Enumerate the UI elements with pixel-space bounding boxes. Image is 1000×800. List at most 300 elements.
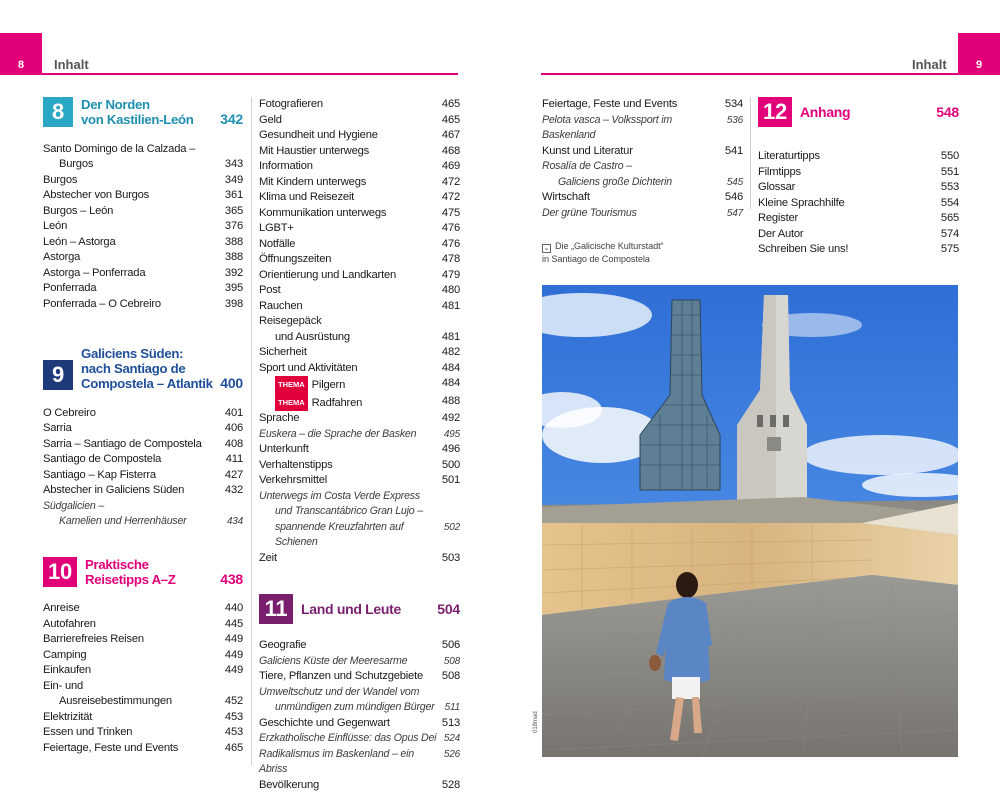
toc-entry[interactable] bbox=[259, 700, 460, 716]
toc-list-ch10 bbox=[43, 601, 243, 756]
toc-entry-page: 469 bbox=[441, 160, 460, 172]
toc-entry[interactable] bbox=[259, 551, 460, 567]
chevron-down-icon: ⌄ bbox=[543, 245, 550, 252]
toc-entry-title bbox=[43, 281, 225, 297]
toc-entry-page: 472 bbox=[441, 191, 460, 203]
toc-entry-title bbox=[43, 452, 226, 468]
toc-entry[interactable] bbox=[43, 499, 243, 515]
toc-entry-page: 506 bbox=[441, 639, 460, 651]
toc-entry-text: Unterkunft bbox=[259, 443, 309, 455]
toc-entry-title bbox=[259, 427, 444, 443]
toc-entry-title bbox=[259, 685, 460, 701]
toc-list-ch9 bbox=[43, 406, 243, 530]
toc-entry[interactable] bbox=[259, 442, 460, 458]
toc-entry[interactable] bbox=[43, 250, 243, 266]
toc-entry-title bbox=[43, 297, 225, 313]
toc-entry-title bbox=[43, 514, 227, 530]
toc-entry-page: 553 bbox=[940, 181, 959, 193]
page-number-left-text: 8 bbox=[17, 59, 25, 71]
toc-entry[interactable] bbox=[758, 165, 959, 181]
running-head-left: Inhalt bbox=[54, 57, 89, 72]
toc-entry-title bbox=[758, 196, 941, 212]
toc-entry-page: 534 bbox=[724, 98, 743, 110]
toc-entry-text: Kamelien und Herrenhäuser bbox=[59, 515, 187, 527]
toc-entry-text: Verhaltenstipps bbox=[259, 458, 333, 471]
toc-entry[interactable] bbox=[43, 188, 243, 204]
toc-entry[interactable] bbox=[259, 206, 460, 222]
toc-entry-text: Autofahren bbox=[43, 617, 96, 630]
chapter-title-line: Reisetipps A–Z bbox=[85, 571, 176, 587]
toc-entry-page: 526 bbox=[443, 748, 460, 760]
toc-entry-page: 484 bbox=[441, 377, 460, 389]
toc-entry[interactable] bbox=[542, 190, 743, 206]
toc-entry-text: Wirtschaft bbox=[542, 191, 590, 203]
toc-entry-title bbox=[542, 97, 725, 113]
toc-entry[interactable] bbox=[758, 211, 959, 227]
toc-entry-text: Geografie bbox=[259, 639, 307, 651]
chapter-title-line: Anhang bbox=[800, 104, 851, 120]
toc-entry[interactable] bbox=[43, 741, 243, 757]
toc-entry-page: 492 bbox=[441, 412, 460, 424]
toc-entry-page: 524 bbox=[443, 733, 460, 744]
toc-entry-page: 445 bbox=[224, 617, 243, 630]
toc-entry-text: Kunst und Literatur bbox=[542, 144, 633, 157]
toc-entry-title bbox=[259, 113, 442, 129]
toc-entry-title bbox=[259, 144, 442, 160]
toc-entry[interactable] bbox=[259, 144, 460, 160]
toc-entry-page: 565 bbox=[940, 212, 959, 224]
toc-entry-text: Santo Domingo de la Calzada – bbox=[43, 142, 196, 155]
toc-entry-title bbox=[542, 144, 725, 160]
toc-entry[interactable] bbox=[259, 654, 460, 670]
toc-entry-title bbox=[43, 266, 225, 282]
toc-entry-title bbox=[43, 499, 243, 515]
toc-entry[interactable] bbox=[259, 159, 460, 175]
toc-entry-text: Santiago de Compostela bbox=[43, 453, 162, 465]
toc-entry-text: Zeit bbox=[259, 551, 277, 564]
toc-entry[interactable] bbox=[43, 142, 243, 158]
toc-entry[interactable] bbox=[259, 489, 460, 505]
chapter-page: 504 bbox=[437, 601, 460, 617]
toc-entry-page: 401 bbox=[224, 406, 243, 419]
toc-entry[interactable] bbox=[542, 113, 743, 144]
toc-entry-text: Literaturtipps bbox=[758, 150, 820, 162]
photo-caption bbox=[542, 240, 742, 266]
running-head-right: Inhalt bbox=[912, 57, 947, 72]
toc-entry[interactable] bbox=[259, 330, 460, 346]
toc-list-ch11 bbox=[259, 638, 460, 793]
toc-entry-text: O Cebreiro bbox=[43, 406, 96, 419]
toc-entry-page: 432 bbox=[224, 484, 243, 496]
toc-entry-page: 484 bbox=[441, 361, 460, 374]
toc-entry-page: 481 bbox=[441, 299, 460, 312]
toc-entry-page: 475 bbox=[441, 206, 460, 219]
toc-entry-text: unmündigen zum mündigen Bürger bbox=[275, 701, 435, 713]
toc-entry[interactable] bbox=[43, 468, 243, 484]
toc-entry-text: Der grüne Tourismus bbox=[542, 206, 637, 219]
toc-entry-page: 343 bbox=[224, 158, 243, 170]
toc-entry-text: Radikalismus im Baskenland – ein Abriss bbox=[259, 747, 414, 775]
toc-entry[interactable] bbox=[259, 268, 460, 284]
toc-entry-text: Feiertage, Feste und Events bbox=[43, 741, 179, 754]
toc-entry-text: Ein- und bbox=[43, 679, 84, 692]
toc-entry-title bbox=[43, 468, 225, 484]
toc-entry-text: León – Astorga bbox=[43, 235, 116, 248]
toc-column-2 bbox=[259, 97, 460, 793]
toc-entry[interactable] bbox=[259, 361, 460, 377]
toc-entry-title bbox=[259, 376, 442, 394]
toc-entry[interactable] bbox=[259, 175, 460, 191]
toc-entry-text: und Ausrüstung bbox=[275, 330, 350, 343]
toc-entry[interactable] bbox=[43, 421, 243, 437]
toc-entry-title bbox=[43, 406, 225, 422]
toc-entry-text: Burgos bbox=[43, 173, 78, 186]
toc-entry[interactable] bbox=[43, 235, 243, 251]
toc-entry[interactable] bbox=[542, 97, 743, 113]
toc-entry[interactable] bbox=[43, 694, 243, 710]
toc-entry-text: Santiago – Kap Fisterra bbox=[43, 468, 156, 481]
toc-entry-text: Essen und Trinken bbox=[43, 726, 133, 738]
toc-entry-text: Abstecher in Galiciens Süden bbox=[43, 484, 185, 496]
toc-entry-title bbox=[259, 345, 442, 361]
toc-entry[interactable] bbox=[259, 237, 460, 253]
toc-entry[interactable] bbox=[259, 638, 460, 654]
toc-entry-title bbox=[259, 473, 442, 489]
chapter-title-line: Compostela – Atlantik bbox=[81, 376, 213, 391]
toc-entry-title bbox=[259, 299, 442, 315]
toc-entry[interactable] bbox=[43, 725, 243, 741]
toc-entry-title bbox=[43, 632, 225, 648]
photo-credit: 018mad bbox=[533, 711, 539, 733]
toc-entry-title bbox=[758, 180, 941, 196]
chapter-page: 548 bbox=[936, 104, 959, 120]
toc-entry-text: Information bbox=[259, 160, 313, 172]
toc-list-ch8 bbox=[43, 142, 243, 313]
toc-entry[interactable] bbox=[758, 227, 959, 243]
toc-entry-title bbox=[259, 252, 442, 268]
chapter-11-heading[interactable] bbox=[259, 594, 460, 624]
toc-entry[interactable] bbox=[259, 669, 460, 685]
toc-entry[interactable] bbox=[43, 514, 243, 530]
toc-entry-title bbox=[542, 159, 743, 175]
toc-column-1 bbox=[43, 97, 243, 756]
toc-entry-page: 545 bbox=[726, 176, 743, 188]
chapter-page: 342 bbox=[220, 111, 243, 127]
toc-entry-page: 496 bbox=[441, 443, 460, 455]
toc-entry-text: Verkehrsmittel bbox=[259, 474, 328, 486]
toc-entry[interactable] bbox=[43, 663, 243, 679]
toc-entry-text: Post bbox=[259, 284, 281, 296]
toc-entry-text: Abstecher von Burgos bbox=[43, 189, 150, 201]
toc-entry-title bbox=[259, 175, 442, 191]
toc-entry-title bbox=[259, 638, 442, 654]
toc-entry[interactable] bbox=[43, 173, 243, 189]
toc-entry[interactable] bbox=[259, 427, 460, 443]
toc-entry-title bbox=[259, 394, 442, 412]
toc-entry-title bbox=[259, 551, 442, 567]
toc-entry-text: Notfälle bbox=[259, 237, 296, 250]
toc-entry-title bbox=[259, 716, 442, 732]
toc-entry-text: Einkaufen bbox=[43, 664, 91, 676]
toc-entry-text: Register bbox=[758, 212, 799, 224]
toc-entry-page: 465 bbox=[224, 741, 243, 754]
toc-list-ch12 bbox=[758, 149, 959, 258]
toc-entry[interactable] bbox=[542, 175, 743, 191]
chapter-number-badge: 8 bbox=[43, 97, 73, 127]
toc-entry-title bbox=[43, 437, 225, 453]
toc-entry[interactable] bbox=[43, 710, 243, 726]
toc-entry-text: Sport und Aktivitäten bbox=[259, 361, 358, 374]
toc-entry-title bbox=[43, 710, 225, 726]
chapter-8-heading[interactable] bbox=[43, 97, 243, 128]
chapter-title-line: Praktische bbox=[85, 556, 149, 572]
toc-entry-title bbox=[43, 617, 225, 633]
toc-entry-page: 411 bbox=[225, 453, 243, 465]
toc-entry[interactable] bbox=[43, 219, 243, 235]
thema-badge: THEMA bbox=[275, 394, 308, 412]
toc-entry[interactable] bbox=[259, 685, 460, 701]
toc-entry-page: 434 bbox=[226, 516, 243, 527]
toc-entry[interactable] bbox=[43, 617, 243, 633]
toc-entry-text: Bevölkerung bbox=[259, 778, 319, 791]
caption-line bbox=[542, 240, 742, 253]
toc-entry[interactable] bbox=[259, 190, 460, 206]
chapter-9-heading[interactable] bbox=[43, 346, 243, 392]
toc-entry-text: Glossar bbox=[758, 181, 796, 193]
toc-entry-page: 452 bbox=[224, 695, 243, 707]
caption-text: Die „Galicische Kulturstadt“ bbox=[555, 241, 664, 251]
toc-entry[interactable] bbox=[259, 283, 460, 299]
toc-entry-title bbox=[43, 421, 225, 437]
toc-entry[interactable] bbox=[758, 149, 959, 165]
toc-entry-text: Südgalicien – bbox=[43, 499, 105, 512]
toc-entry-page: 365 bbox=[224, 204, 243, 217]
toc-entry[interactable] bbox=[43, 452, 243, 468]
thema-badge: THEMA bbox=[275, 376, 308, 394]
toc-entry-title bbox=[758, 165, 941, 181]
toc-entry-title bbox=[542, 206, 727, 222]
column-divider bbox=[750, 97, 751, 209]
toc-entry[interactable] bbox=[259, 221, 460, 237]
toc-entry-title bbox=[259, 489, 460, 505]
toc-entry-text: Orientierung und Landkarten bbox=[259, 268, 397, 281]
toc-entry-title bbox=[43, 483, 225, 499]
toc-column-3 bbox=[542, 97, 743, 221]
toc-entry-title bbox=[259, 520, 444, 551]
header-rule-left bbox=[42, 73, 458, 75]
toc-entry[interactable] bbox=[259, 314, 460, 330]
chapter-title-line: von Kastilien-León bbox=[81, 112, 194, 127]
toc-entry-page: 500 bbox=[441, 458, 460, 471]
toc-entry-page: 449 bbox=[224, 633, 243, 645]
chapter-title-line: Land und Leute bbox=[301, 601, 402, 617]
toc-entry-title bbox=[259, 159, 442, 175]
toc-entry[interactable] bbox=[43, 483, 243, 499]
toc-entry-page: 449 bbox=[224, 664, 243, 676]
toc-entry-text: Sicherheit bbox=[259, 346, 307, 358]
toc-entry-text: Öffnungszeiten bbox=[259, 253, 332, 265]
toc-entry[interactable] bbox=[259, 128, 460, 144]
toc-entry-title bbox=[758, 211, 941, 227]
toc-entry-text: Rosalía de Castro – bbox=[542, 160, 632, 172]
toc-entry-text: Burgos – León bbox=[43, 204, 114, 217]
toc-entry-page: 528 bbox=[441, 778, 460, 791]
toc-entry[interactable] bbox=[43, 648, 243, 664]
toc-entry[interactable] bbox=[259, 473, 460, 489]
toc-entry-page: 349 bbox=[224, 173, 243, 186]
column-divider bbox=[251, 97, 252, 765]
toc-entry-page: 574 bbox=[940, 227, 959, 240]
toc-entry[interactable] bbox=[542, 206, 743, 222]
toc-entry[interactable] bbox=[259, 376, 460, 394]
toc-entry[interactable] bbox=[43, 157, 243, 173]
toc-entry-text: Reisegepäck bbox=[259, 315, 322, 327]
toc-entry-title bbox=[259, 206, 442, 222]
chapter-number-badge: 12 bbox=[758, 97, 792, 127]
toc-entry[interactable] bbox=[259, 252, 460, 268]
toc-entry[interactable] bbox=[542, 159, 743, 175]
toc-entry-text: Pilgern bbox=[311, 379, 346, 391]
toc-entry-title bbox=[259, 97, 442, 113]
toc-entry-title bbox=[43, 142, 243, 158]
toc-entry-page: 376 bbox=[224, 220, 243, 232]
toc-entry[interactable] bbox=[43, 601, 243, 617]
chapter-title bbox=[293, 594, 437, 617]
toc-entry-title bbox=[43, 648, 225, 664]
toc-entry[interactable] bbox=[758, 242, 959, 258]
chapter-number-badge: 11 bbox=[259, 594, 293, 624]
toc-entry[interactable] bbox=[259, 394, 460, 412]
toc-entry[interactable] bbox=[542, 144, 743, 160]
toc-entry-text: Barrierefreies Reisen bbox=[43, 633, 144, 645]
toc-entry[interactable] bbox=[259, 113, 460, 129]
chapter-12-heading[interactable] bbox=[758, 97, 959, 127]
toc-entry-page: 476 bbox=[441, 237, 460, 250]
toc-entry-title bbox=[758, 242, 941, 258]
toc-entry-text: León bbox=[43, 220, 68, 232]
toc-entry-page: 408 bbox=[224, 437, 243, 450]
toc-entry-page: 488 bbox=[441, 394, 460, 407]
toc-entry[interactable] bbox=[758, 196, 959, 212]
toc-entry[interactable] bbox=[43, 679, 243, 695]
toc-entry-page: 453 bbox=[224, 726, 243, 738]
toc-entry[interactable] bbox=[259, 458, 460, 474]
toc-entry[interactable] bbox=[259, 778, 460, 794]
toc-entry-page: 472 bbox=[441, 175, 460, 188]
toc-entry-title bbox=[259, 237, 442, 253]
toc-entry-title bbox=[259, 128, 442, 144]
toc-entry-text: Der Autor bbox=[758, 227, 804, 240]
toc-entry[interactable] bbox=[259, 345, 460, 361]
toc-entry[interactable] bbox=[758, 180, 959, 196]
toc-entry-title bbox=[43, 204, 225, 220]
toc-entry-text: Schreiben Sie uns! bbox=[758, 243, 849, 255]
toc-entry[interactable] bbox=[43, 437, 243, 453]
toc-entry-title bbox=[542, 113, 727, 144]
toc-entry-page: 495 bbox=[443, 428, 460, 440]
toc-entry-title bbox=[43, 235, 225, 251]
toc-entry-title bbox=[43, 725, 225, 741]
toc-entry-text: Ponferrada – O Cebreiro bbox=[43, 297, 161, 310]
chapter-title-line: nach Santiago de bbox=[81, 361, 186, 376]
toc-entry[interactable] bbox=[43, 281, 243, 297]
toc-entry-text: Geschichte und Gegenwart bbox=[259, 716, 390, 729]
toc-entry-page: 550 bbox=[940, 150, 959, 162]
toc-entry-text: Umweltschutz und der Wandel vom bbox=[259, 685, 420, 698]
toc-entry-page: 547 bbox=[726, 207, 743, 219]
toc-entry-page: 440 bbox=[224, 602, 243, 614]
toc-entry-text: Fotografieren bbox=[259, 98, 323, 110]
toc-entry[interactable] bbox=[43, 632, 243, 648]
toc-entry-text: Camping bbox=[43, 648, 87, 661]
toc-entry-text: spannende Kreuzfahrten auf Schienen bbox=[275, 520, 404, 548]
toc-entry-title bbox=[259, 190, 442, 206]
toc-entry-text: Ausreisebestimmungen bbox=[59, 695, 172, 707]
chapter-10-heading[interactable] bbox=[43, 557, 243, 588]
toc-entry-title bbox=[43, 157, 225, 173]
toc-entry-page: 476 bbox=[441, 222, 460, 234]
toc-entry-page: 546 bbox=[724, 191, 743, 203]
toc-entry-text: Gesundheit und Hygiene bbox=[259, 129, 378, 141]
toc-entry-title bbox=[758, 227, 941, 243]
toc-entry-page: 395 bbox=[224, 282, 243, 294]
toc-entry-page: 449 bbox=[224, 648, 243, 661]
toc-entry-title bbox=[43, 601, 225, 617]
chapter-title-line: Galiciens Süden: bbox=[81, 346, 184, 361]
toc-entry[interactable] bbox=[43, 266, 243, 282]
toc-entry-title bbox=[43, 173, 225, 189]
toc-entry-text: Kommunikation unterwegs bbox=[259, 206, 387, 219]
toc-entry-text: Astorga bbox=[43, 251, 81, 263]
chapter-title bbox=[77, 557, 220, 587]
caption-text: in Santiago de Compostela bbox=[542, 254, 650, 264]
toc-entry[interactable] bbox=[259, 747, 460, 778]
toc-entry[interactable] bbox=[259, 731, 460, 747]
toc-entry-page: 501 bbox=[441, 474, 460, 486]
toc-entry-text: Mit Kindern unterwegs bbox=[259, 175, 367, 188]
header-rule-right bbox=[541, 73, 958, 75]
toc-entry-title bbox=[259, 669, 442, 685]
toc-entry[interactable] bbox=[259, 504, 460, 520]
toc-entry-title bbox=[259, 700, 445, 716]
toc-entry[interactable] bbox=[259, 716, 460, 732]
toc-entry[interactable] bbox=[43, 406, 243, 422]
toc-entry-text: Galiciens Küste der Meeresarme bbox=[259, 654, 408, 667]
toc-entry[interactable] bbox=[259, 411, 460, 427]
toc-entry[interactable] bbox=[43, 297, 243, 313]
chapter-title-line: Der Norden bbox=[81, 97, 150, 112]
chapter-title bbox=[792, 97, 936, 120]
toc-entry-page: 388 bbox=[224, 251, 243, 263]
toc-entry[interactable] bbox=[43, 204, 243, 220]
toc-entry-page: 478 bbox=[441, 253, 460, 265]
toc-entry[interactable] bbox=[259, 97, 460, 113]
toc-entry-page: 508 bbox=[441, 670, 460, 682]
toc-entry-page: 554 bbox=[940, 196, 959, 209]
toc-entry[interactable] bbox=[259, 520, 460, 551]
toc-entry[interactable] bbox=[259, 299, 460, 315]
toc-entry-page: 468 bbox=[441, 144, 460, 157]
toc-entry-page: 508 bbox=[443, 655, 460, 667]
toc-entry-page: 398 bbox=[224, 297, 243, 310]
toc-entry-title bbox=[259, 731, 444, 747]
toc-entry-title bbox=[43, 250, 225, 266]
toc-list-reisetipps bbox=[259, 97, 460, 566]
toc-entry-text: Burgos bbox=[59, 158, 94, 170]
toc-entry-title bbox=[542, 175, 727, 191]
toc-entry-text: Sarria bbox=[43, 422, 72, 434]
toc-entry-page: 467 bbox=[441, 129, 460, 141]
